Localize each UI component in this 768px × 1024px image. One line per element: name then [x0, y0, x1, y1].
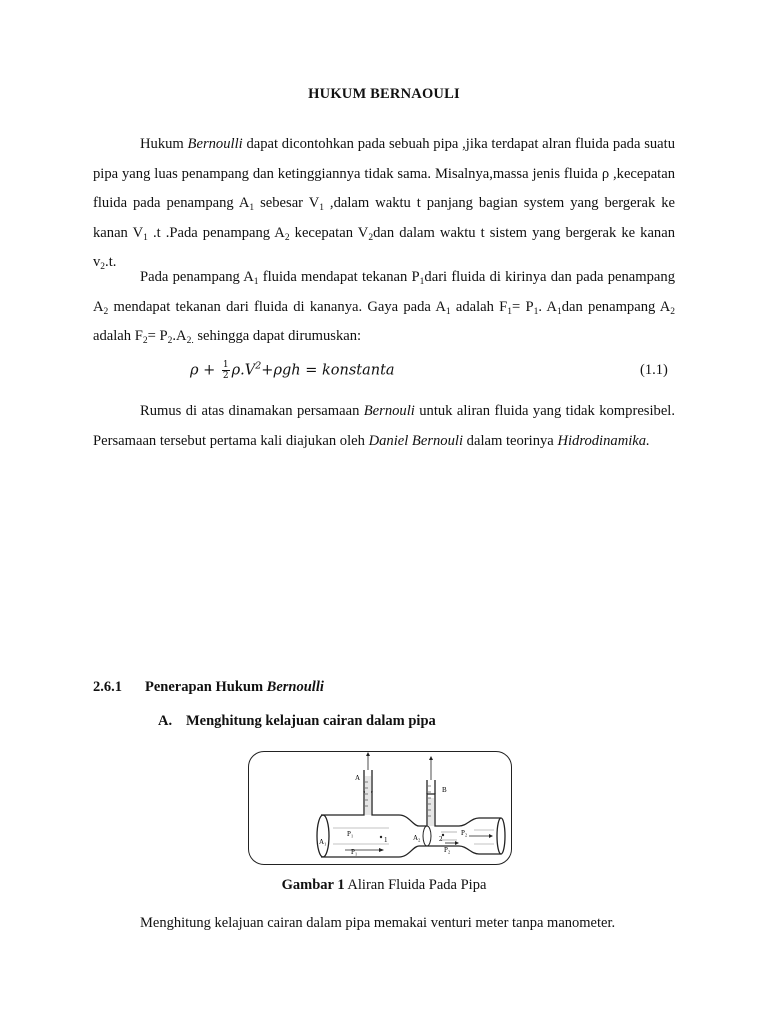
subscript: 2 — [368, 232, 374, 243]
fraction-numerator: 1 — [222, 360, 229, 370]
subscript: 1 — [319, 203, 324, 213]
text: = P — [512, 298, 534, 315]
caption-text: Aliran Fluida Pada Pipa — [344, 877, 487, 893]
venturi-diagram — [249, 752, 511, 864]
venturi-figure — [248, 751, 512, 865]
subscript: 1 — [533, 306, 539, 317]
subscript: 2 — [100, 262, 106, 272]
label-a: A — [355, 774, 361, 782]
subscript: 1 — [445, 306, 451, 317]
text: .t .Pada penampang A — [147, 224, 285, 241]
label-b: B — [442, 786, 447, 794]
formula-rho: ρ + — [190, 362, 220, 379]
label-a1: A₁ — [319, 838, 327, 846]
subscript: 2 — [284, 232, 290, 243]
text: .A — [172, 328, 187, 344]
text: kecepatan V — [289, 224, 369, 241]
paragraph-1 — [93, 130, 675, 278]
section-italic: Bernoulli — [266, 679, 324, 695]
section-text: Penerapan Hukum — [145, 679, 267, 695]
italic-term: Hidrodinamika. — [557, 432, 650, 449]
subscript: 1 — [556, 306, 562, 317]
subscript: 1 — [507, 306, 513, 317]
label-p1: P₁ — [347, 830, 354, 838]
label-a2: A₂ — [413, 834, 421, 842]
formula-rest: +ρgh = konstanta — [261, 362, 395, 379]
subscript: 1 — [143, 232, 148, 243]
text: ,dalam waktu t panjang bagian system yang bergerak ke kanan V — [93, 195, 675, 241]
fraction — [222, 360, 230, 381]
text: untuk aliran fluida yang tidak kompresibel. Persamaan tersebut pertama kali diajukan oleh — [93, 403, 676, 449]
text: mendapat tekanan dari fluida di kananya. Gaya pada A — [108, 298, 446, 315]
formula-mid: ρ.V — [231, 362, 256, 379]
fraction-denominator: 2 — [222, 371, 229, 381]
subscript: 2 — [670, 306, 675, 317]
text: dalam teorinya — [463, 432, 558, 449]
text: adalah F — [450, 298, 508, 315]
subscript: 1 — [419, 277, 425, 287]
paragraph-2 — [93, 263, 675, 352]
italic-term: Bernoulli — [187, 136, 243, 152]
section-heading — [93, 679, 324, 696]
italic-term: Daniel Bernouli — [368, 432, 464, 449]
equation-number: (1.1) — [640, 362, 668, 378]
figure-caption — [0, 877, 768, 894]
caption-label: Gambar 1 — [281, 877, 345, 893]
text: dan penampang A — [561, 298, 671, 315]
subscript: 2 — [103, 306, 109, 317]
text: dari fluida di kirinya dan pada penampang A — [93, 269, 676, 315]
text: .t. — [105, 254, 117, 270]
text: . A — [538, 298, 557, 315]
text: fluida mendapat tekanan P — [258, 269, 420, 285]
subsection-letter: A. — [158, 713, 173, 729]
label-p2: P₂ — [461, 829, 468, 837]
bernoulli-formula — [190, 360, 395, 381]
text: = P — [147, 328, 168, 344]
subscript: 2. — [186, 336, 194, 346]
label-1: 1 — [384, 836, 388, 844]
document-title: HUKUM BERNAOULI — [308, 86, 460, 102]
subsection-heading — [158, 713, 436, 730]
subscript: 1 — [253, 277, 259, 287]
text: dapat dicontohkan pada sebuah pipa ,jika terdapat alran fluida pada suatu pipa yang luas penampang dan ketinggiannya tidak sama. Misalnya,massa jenis fluida ρ ,kecepatan fluida pada penampang A — [93, 136, 675, 211]
label-2: 2 — [439, 835, 443, 843]
subscript: 1 — [249, 203, 255, 213]
closing-line: Menghitung kelajuan cairan dalam pipa memakai venturi meter tanpa manometer. — [140, 915, 616, 931]
text: adalah F — [93, 328, 143, 344]
text: dan dalam waktu t sistem yang bergerak ke kanan v — [93, 224, 675, 270]
paragraph-3 — [93, 397, 675, 456]
section-number: 2.6.1 — [93, 679, 122, 695]
label-v1: P₁ — [351, 848, 358, 856]
text: sebesar V — [254, 195, 320, 211]
label-v2: P₂ — [444, 846, 451, 854]
subscript: 2 — [167, 336, 173, 346]
superscript: 2 — [255, 360, 262, 372]
text: sehingga dapat dirumuskan: — [193, 328, 362, 344]
subscript: 2 — [142, 336, 148, 346]
subsection-text: Menghitung kelajuan cairan dalam pipa — [186, 713, 436, 729]
text: Pada penampang A — [140, 269, 254, 285]
text: Rumus di atas dinamakan persamaan — [140, 403, 364, 419]
text: Hukum — [140, 136, 188, 152]
italic-term: Bernouli — [363, 403, 415, 419]
